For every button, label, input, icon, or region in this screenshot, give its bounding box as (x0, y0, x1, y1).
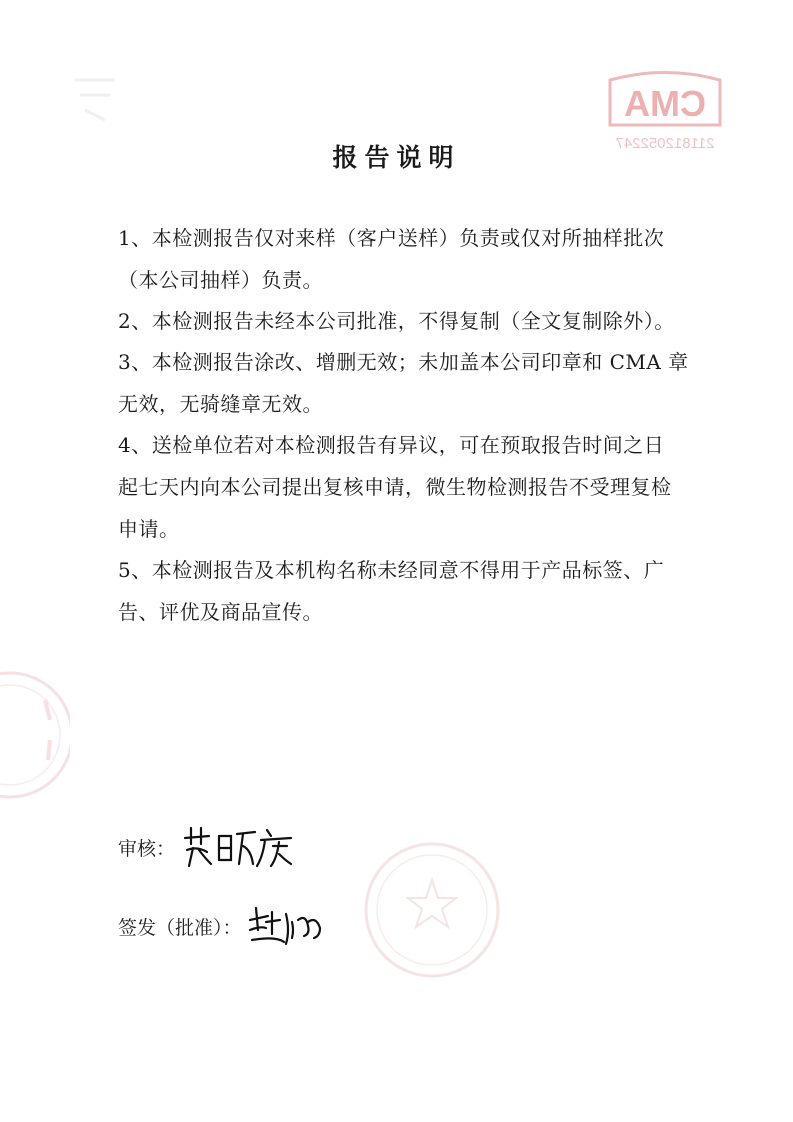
statement-line: 2、本检测报告未经本公司批准，不得复制（全文复制除外）。 (118, 309, 675, 333)
statement-line: 无效，无骑缝章无效。 (118, 392, 323, 416)
statement-line: 4、送检单位若对本检测报告有异议，可在预取报告时间之日 (118, 433, 665, 457)
issue-label: 签发（批准）： (118, 917, 242, 939)
statement-item-2 (118, 300, 698, 342)
statement-line: 5、本检测报告及本机构名称未经同意不得用于产品标签、广 (118, 558, 665, 582)
review-signature (179, 820, 299, 875)
faint-seal-right (360, 840, 505, 980)
issue-signature (246, 900, 326, 953)
statement-item-4 (118, 424, 698, 550)
statement-item-1 (118, 217, 698, 301)
review-row (118, 820, 299, 875)
svg-text:CMA: CMA (624, 83, 706, 124)
faint-seal-left (0, 660, 70, 810)
statement-line: 申请。 (118, 517, 180, 541)
svg-text:211812052247: 211812052247 (615, 135, 715, 152)
statement-line: 1、本检测报告仅对来样（客户送样）负责或仅对所抽样批次 (118, 226, 665, 250)
statement-item-5 (118, 549, 698, 633)
statement-line: （本公司抽样）负责。 (118, 268, 323, 292)
page-title: 报告说明 (332, 143, 461, 172)
review-label: 审核： (118, 838, 176, 860)
statement-line: 3、本检测报告涂改、增删无效；未加盖本公司印章和 CMA 章 (118, 350, 689, 374)
statement-item-3 (118, 341, 698, 425)
statement-line: 起七天内向本公司提出复核申请，微生物检测报告不受理复检 (118, 475, 672, 499)
issue-row (118, 900, 326, 953)
faint-mark-top-left (60, 60, 130, 140)
statement-line: 告、评优及商品宣传。 (118, 600, 323, 624)
